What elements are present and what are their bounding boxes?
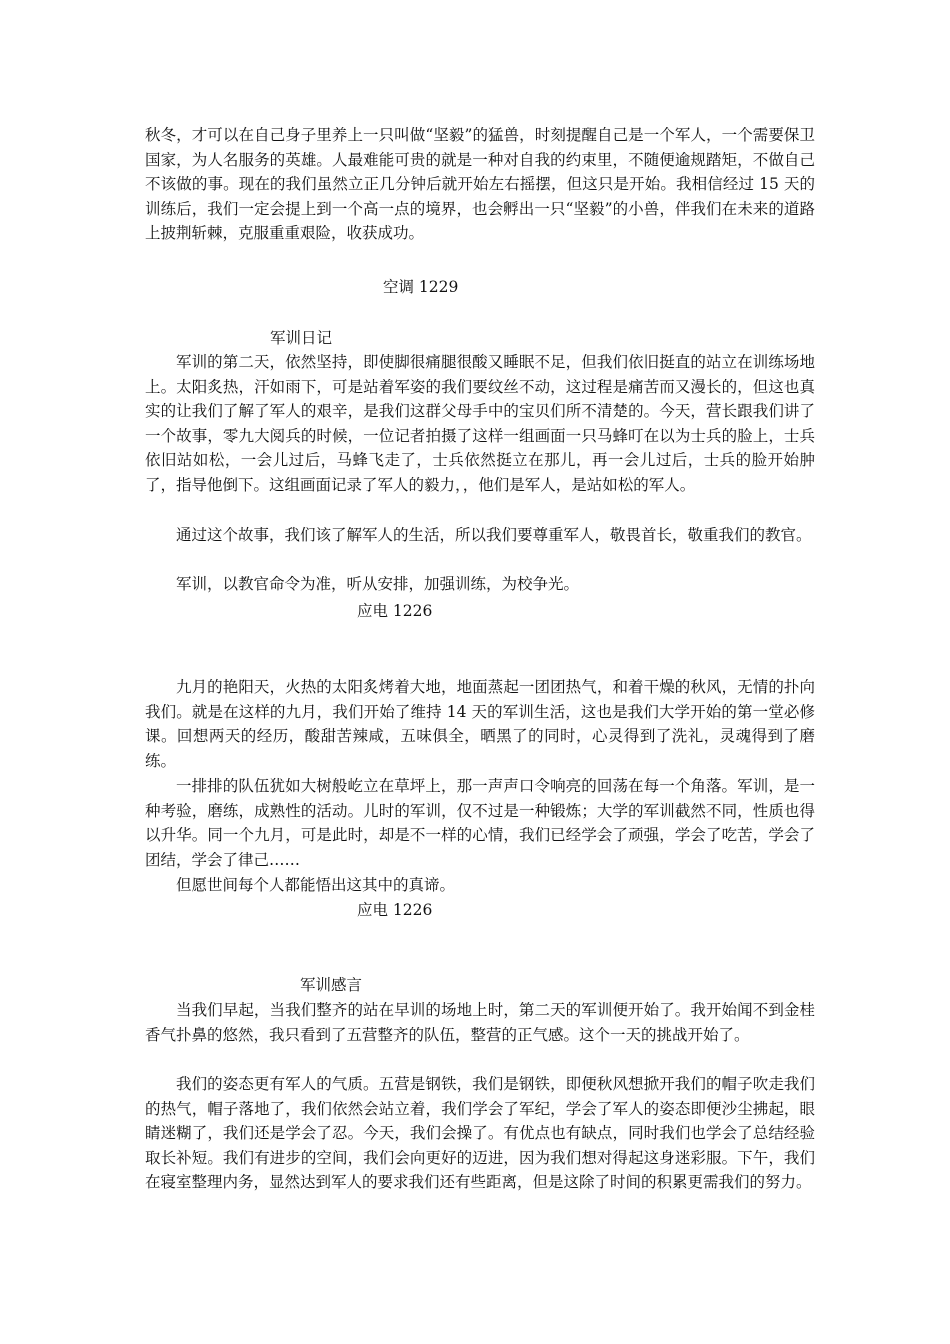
- author-signature-2: 应电 1226: [357, 602, 433, 620]
- paragraph-diary-respect: 通过这个故事，我们该了解军人的生活，所以我们要尊重军人，敬畏首长，敬重我们的教官。: [176, 526, 812, 544]
- author-signature-1: 空调 1229: [383, 278, 459, 296]
- paragraph-closing-essay-1: 秋冬，才可以在自己身子里养上一只叫做“坚毅”的猛兽，时刻提醒自己是一个军人，一个需要保卫国家，为人名服务的英雄。人最难能可贵的就是一种对自我的约束里，不随便逾规踏矩，不做自己不该做的事。现在的我们虽然立正几分钟后就开始左右摇摆，但这只是开始。我相信经过 15 天的训练后，我们一定会提上到一个高一点的境界，也会孵出一只“坚毅”的小兽，伴我们在未来的道路上披荆斩棘，克服重重艰险，收获成功。: [145, 126, 815, 243]
- paragraph-ranks-of-troops: 一排排的队伍犹如大树般屹立在草坪上，那一声声口令响亮的回荡在每一个角落。军训，是一种考验，磨练，成熟性的活动。儿时的军训，仅不过是一种锻炼；大学的军训截然不同，性质也得以升华。同一个九月，可是此时，却是不一样的心情，我们已经学会了顽强，学会了吃苦，学会了团结，学会了律己……: [145, 777, 815, 869]
- essay-title-diary: 军训日记: [270, 329, 333, 347]
- author-signature-3: 应电 1226: [357, 901, 433, 919]
- paragraph-diary-closing: 军训，以教官命令为准，听从安排，加强训练，为校争光。: [176, 575, 580, 593]
- paragraph-morning-training: 当我们早起，当我们整齐的站在早训的场地上时，第二天的军训便开始了。我开始闻不到金桂香气扑鼻的悠然，我只看到了五营整齐的队伍，整营的正气感。这个一天的挑战开始了。: [145, 1001, 815, 1044]
- paragraph-military-posture: 我们的姿态更有军人的气质。五营是钢铁，我们是钢铁，即便秋风想掀开我们的帽子吹走我们的热气，帽子落地了，我们依然会站立着，我们学会了军纪，学会了军人的姿态即便沙尘拂起，眼睛迷糊了，我们还是学会了忍。今天，我们会操了。有优点也有缺点，同时我们也学会了总结经验取长补短。我们有进步的空间，我们会向更好的迈进，因为我们想对得起这身迷彩服。下午，我们在寝室整理内务，显然达到军人的要求我们还有些距离，但是这除了时间的积累更需我们的努力。: [145, 1075, 815, 1192]
- paragraph-true-meaning: 但愿世间每个人都能悟出这其中的真谛。: [176, 876, 456, 894]
- paragraph-diary-body: 军训的第二天，依然坚持，即使脚很痛腿很酸又睡眠不足，但我们依旧挺直的站立在训练场地上。太阳炙热，汗如雨下，可是站着军姿的我们要纹丝不动，这过程是痛苦而又漫长的，但这也真实的让我们了解了军人的艰辛，是我们这群父母手中的宝贝们所不清楚的。今天，营长跟我们讲了一个故事，零九大阅兵的时候，一位记者拍摄了这样一组画面一只马蜂叮在以为士兵的脸上，士兵依旧站如松，一会儿过后，马蜂飞走了，士兵依然挺立在那儿，再一会儿过后，士兵的脸开始肿了，指导他倒下。这组画面记录了军人的毅力，，他们是军人，是站如松的军人。: [145, 353, 815, 494]
- essay-title-reflections: 军训感言: [300, 976, 363, 994]
- paragraph-september-sun: 九月的艳阳天，火热的太阳炙烤着大地，地面蒸起一团团热气，和着干燥的秋风，无情的扑向我们。就是在这样的九月，我们开始了维持 14 天的军训生活，这也是我们大学开始的第一堂必修课。回想两天的经历，酸甜苦辣咸，五味俱全，晒黑了的同时，心灵得到了洗礼，灵魂得到了磨练。: [145, 678, 815, 770]
